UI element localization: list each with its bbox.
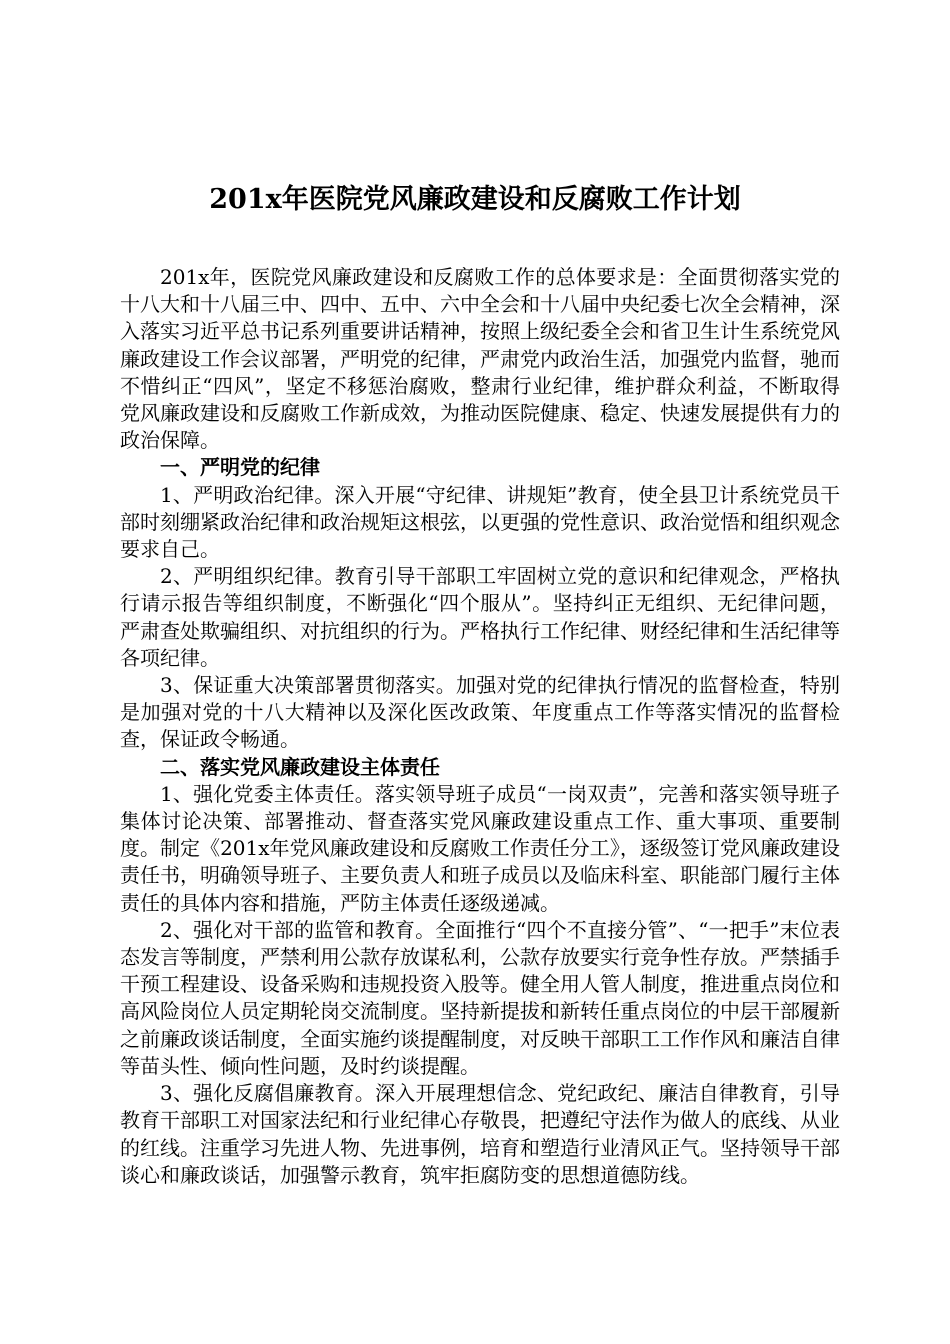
document-title: 201x年医院党风廉政建设和反腐败工作计划 <box>209 184 741 215</box>
section-paragraph: 2、强化对干部的监管和教育。全面推行“四个不直接分管”、“一把手”末位表态发言等制度，严禁利用公款存放谋私利，公款存放要实行竞争性存放。严禁插手干预工程建设、设备采购和违规投资入股等。健全用人管人制度，推进重点岗位和高风险岗位人员定期轮岗交流制度。坚持新提拔和新转任重点岗位的中层干部履新之前廉政谈话制度，全面实施约谈提醒制度，对反映干部职工工作作风和廉洁自律等苗头性、倾向性问题，及时约谈提醒。 <box>120 917 840 1078</box>
section-paragraph: 1、严明政治纪律。深入开展“守纪律、讲规矩”教育，使全县卫计系统党员干部时刻绷紧政治纪律和政治规矩这根弦，以更强的党性意识、政治觉悟和组织观念要求自己。 <box>120 482 840 562</box>
section-paragraph: 3、强化反腐倡廉教育。深入开展理想信念、党纪政纪、廉洁自律教育，引导教育干部职工对国家法纪和行业纪律心存敬畏，把遵纪守法作为做人的底线、从业的红线。注重学习先进人物、先进事例，培育和塑造行业清风正气。坚持领导干部谈心和廉政谈话，加强警示教育，筑牢拒腐防变的思想道德防线。 <box>120 1081 840 1187</box>
section-heading: 一、严明党的纪律 <box>160 455 320 480</box>
section-paragraph: 3、保证重大决策部署贯彻落实。加强对党的纪律执行情况的监督检查，特别是加强对党的十八大精神以及深化医改政策、年度重点工作等落实情况的监督检查，保证政令畅通。 <box>120 673 840 752</box>
section-paragraph: 1、强化党委主体责任。落实领导班子成员“一岗双责”，完善和落实领导班子集体讨论决策、部署推动、督查落实党风廉政建设重点工作、重大事项、重要制度。制定《201x年党风廉政建设和反腐败工作责任分工》，逐级签订党风廉政建设责任书，明确领导班子、主要负责人和班子成员以及临床科室、职能部门履行主体责任的具体内容和措施，严防主体责任逐级递减。 <box>120 781 840 915</box>
section-paragraph: 2、严明组织纪律。教育引导干部职工牢固树立党的意识和纪律观念，严格执行请示报告等组织制度，不断强化“四个服从”。坚持纠正无组织、无纪律问题，严肃查处欺骗组织、对抗组织的行为。严格执行工作纪律、财经纪律和生活纪律等各项纪律。 <box>120 564 840 670</box>
document-body <box>120 264 840 1189</box>
intro-paragraph: 201x年，医院党风廉政建设和反腐败工作的总体要求是：全面贯彻落实党的十八大和十八届三中、四中、五中、六中全会和十八届中央纪委七次全会精神，深入落实习近平总书记系列重要讲话精神，按照上级纪委全会和省卫生计生系统党风廉政建设工作会议部署，严明党的纪律，严肃党内政治生活，加强党内监督，驰而不惜纠正“四风”，坚定不移惩治腐败，整肃行业纪律，维护群众利益，不断取得党风廉政建设和反腐败工作新成效，为推动医院健康、稳定、快速发展提供有力的政治保障。 <box>120 265 840 453</box>
section-heading: 二、落实党风廉政建设主体责任 <box>160 754 440 779</box>
